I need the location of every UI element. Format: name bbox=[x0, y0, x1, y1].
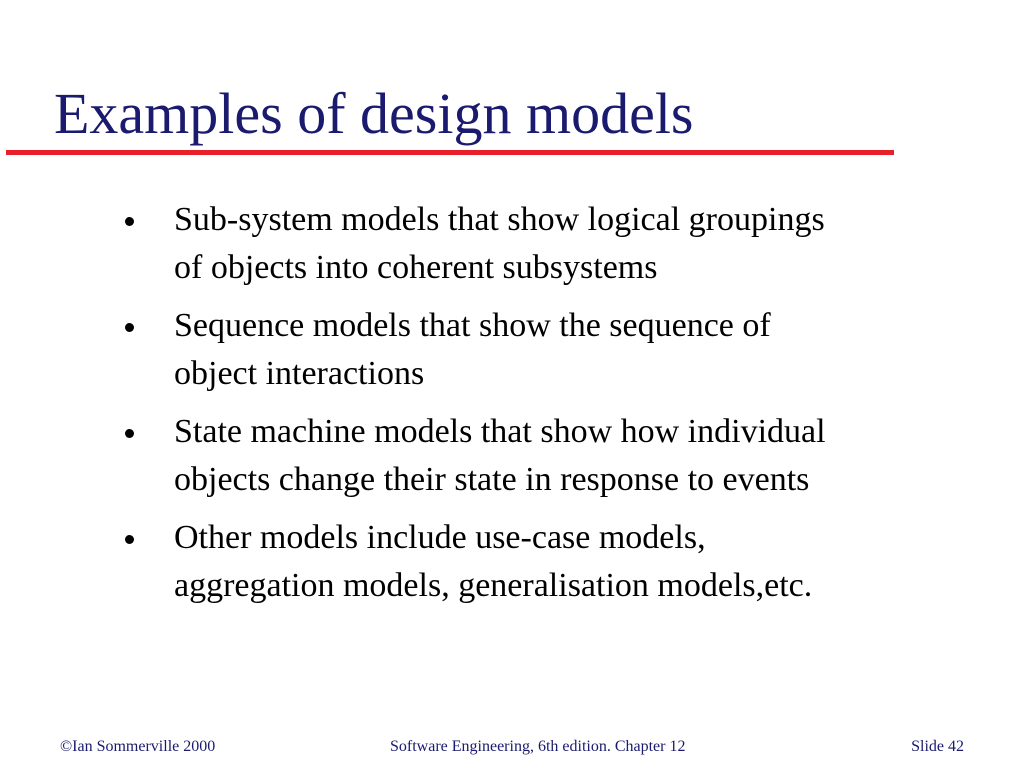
bullet-text-line: object interactions bbox=[174, 355, 425, 392]
bullet-text-line: of objects into coherent subsystems bbox=[174, 249, 658, 286]
bullet-item bbox=[112, 514, 972, 610]
footer-book-title: Software Engineering, 6th edition. Chapter 12 bbox=[390, 738, 686, 755]
bullet-item bbox=[112, 302, 972, 398]
title-underline bbox=[6, 150, 894, 155]
bullet-item bbox=[112, 196, 972, 292]
bullet-item bbox=[112, 408, 972, 504]
bullet-icon bbox=[125, 217, 134, 226]
slide-title: Examples of design models bbox=[54, 81, 694, 146]
bullet-text-line: objects change their state in response to events bbox=[174, 461, 810, 498]
footer-copyright: ©Ian Sommerville 2000 bbox=[60, 738, 216, 755]
bullet-icon bbox=[125, 535, 134, 544]
bullet-text-line: aggregation models, generalisation models,etc. bbox=[174, 567, 813, 604]
bullet-list bbox=[112, 196, 972, 620]
footer-slide-number: Slide 42 bbox=[911, 738, 964, 755]
bullet-icon bbox=[125, 323, 134, 332]
bullet-icon bbox=[125, 429, 134, 438]
bullet-text-line: Other models include use-case models, bbox=[174, 519, 706, 556]
bullet-text-line: Sub-system models that show logical groupings bbox=[174, 201, 825, 238]
bullet-text-line: Sequence models that show the sequence of bbox=[174, 307, 771, 344]
bullet-text-line: State machine models that show how individual bbox=[174, 413, 826, 450]
